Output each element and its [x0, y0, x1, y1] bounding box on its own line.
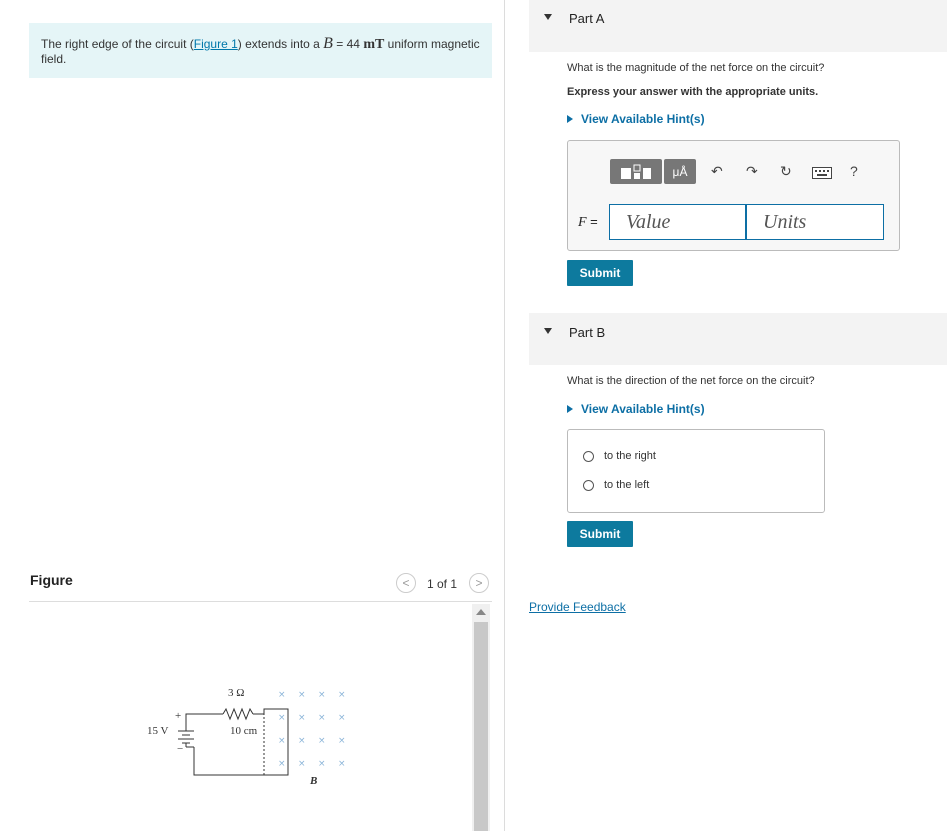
part-b-submit-button[interactable]: Submit: [567, 521, 633, 547]
part-b-hint-label: View Available Hint(s): [581, 402, 705, 416]
wire-top-left: [186, 714, 223, 728]
svg-text:×: ×: [298, 713, 306, 723]
part-a-title[interactable]: Part A: [569, 11, 605, 26]
chevron-right-icon: >: [475, 576, 483, 590]
part-b-question: What is the direction of the net force on the circuit?: [567, 375, 815, 387]
svg-text:×: ×: [278, 759, 286, 769]
column-divider: [504, 0, 505, 831]
wire-bottom: [194, 750, 264, 775]
svg-text:×: ×: [318, 713, 326, 723]
field-label: B: [310, 775, 318, 787]
svg-text:×: ×: [298, 690, 306, 700]
redo-icon[interactable]: ↷: [746, 163, 758, 179]
force-equals: =: [586, 214, 598, 229]
force-variable: F: [578, 215, 587, 230]
choice-right[interactable]: [583, 450, 656, 462]
field-equals: = 44: [332, 37, 364, 51]
svg-text:×: ×: [338, 759, 346, 769]
reset-icon[interactable]: ↻: [780, 163, 792, 179]
force-label: [578, 214, 598, 231]
undo-icon[interactable]: ↶: [711, 163, 723, 179]
part-a-hint-link[interactable]: [567, 112, 705, 126]
keyboard-icon[interactable]: [812, 167, 832, 179]
svg-text:×: ×: [338, 713, 346, 723]
field-unit: mT: [363, 37, 385, 52]
figure-divider: [29, 601, 492, 602]
problem-text-middle: ) extends into a: [237, 37, 324, 51]
scroll-thumb[interactable]: [474, 622, 488, 831]
provide-feedback-link[interactable]: Provide Feedback: [529, 600, 626, 614]
caret-right-icon: [567, 405, 573, 413]
svg-text:×: ×: [298, 736, 306, 746]
prev-figure-button[interactable]: [396, 573, 416, 593]
svg-text:×: ×: [278, 713, 286, 723]
chevron-left-icon: <: [402, 576, 410, 590]
svg-text:×: ×: [278, 690, 286, 700]
answer-input-box: [567, 140, 900, 251]
caret-down-icon[interactable]: [544, 328, 552, 334]
part-b-hint-link[interactable]: [567, 402, 705, 416]
width-label: 10 cm: [230, 725, 258, 737]
units-input[interactable]: Units: [746, 204, 884, 240]
value-input[interactable]: Value: [609, 204, 746, 240]
units-button[interactable]: [664, 159, 696, 184]
problem-statement: [29, 23, 492, 78]
caret-right-icon: [567, 115, 573, 123]
figure-counter: 1 of 1: [427, 577, 458, 591]
help-icon[interactable]: ?: [850, 163, 858, 179]
choice-left[interactable]: [583, 479, 649, 491]
minus-sign: −: [177, 743, 184, 755]
part-a-question: What is the magnitude of the net force on the circuit?: [567, 62, 825, 74]
scroll-up-arrow[interactable]: [476, 609, 486, 615]
radio-button[interactable]: [583, 480, 594, 491]
resistor-label: 3 Ω: [228, 687, 245, 699]
part-a-submit-button[interactable]: Submit: [567, 260, 633, 286]
resistor-symbol: [223, 709, 253, 719]
caret-down-icon[interactable]: [544, 14, 552, 20]
svg-text:×: ×: [318, 759, 326, 769]
figure-title: Figure: [30, 572, 73, 588]
voltage-label: 15 V: [147, 725, 169, 737]
choice-list: [567, 429, 825, 513]
part-a-hint-label: View Available Hint(s): [581, 112, 705, 126]
svg-text:×: ×: [278, 736, 286, 746]
choice-label: to the right: [604, 450, 656, 462]
next-figure-button[interactable]: [469, 573, 489, 593]
svg-text:×: ×: [318, 690, 326, 700]
part-a-instruction: Express your answer with the appropriate units.: [567, 86, 819, 98]
svg-text:×: ×: [338, 736, 346, 746]
problem-text-before: The right edge of the circuit (: [41, 37, 194, 51]
plus-sign: +: [175, 710, 182, 722]
problem-text-after: uniform magnetic field.: [41, 37, 480, 66]
templates-button[interactable]: [610, 159, 662, 184]
field-variable: B: [323, 35, 333, 52]
choice-label: to the left: [604, 479, 650, 491]
template-icon: [619, 164, 653, 180]
part-b-title[interactable]: Part B: [569, 325, 606, 340]
figure-link[interactable]: Figure 1: [193, 37, 238, 51]
part-a-header[interactable]: [529, 0, 947, 52]
svg-text:×: ×: [338, 690, 346, 700]
svg-text:×: ×: [298, 759, 306, 769]
radio-button[interactable]: [583, 451, 594, 462]
units-button-label: μÅ: [672, 164, 688, 179]
svg-text:×: ×: [318, 736, 326, 746]
circuit-diagram: [140, 680, 370, 795]
